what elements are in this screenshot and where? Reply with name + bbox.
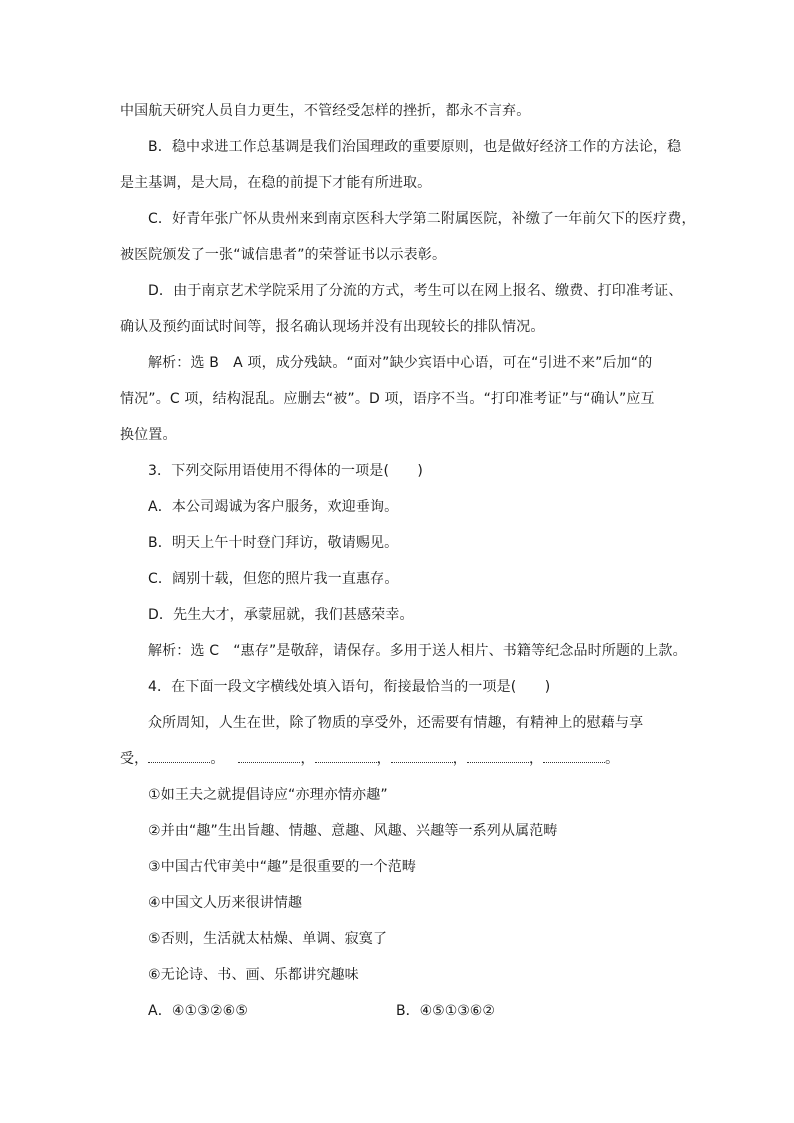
option-d-line: D．由于南京艺术学院采用了分流的方式，考生可以在网上报名、缴费、打印准考证、 [148, 283, 683, 299]
period-mark: 。 [210, 751, 225, 767]
blank-2 [238, 750, 300, 763]
sentence-2: ②并由“趣”生出旨趣、情趣、意趣、风趣、兴趣等一系列从属范畴 [148, 823, 558, 839]
passage-line: 众所周知，人生在世，除了物质的享受外，还需要有情趣，有精神上的慰藉与享 [148, 715, 644, 731]
text-line: 中国航天研究人员自力更生，不管经受怎样的挫折，都永不言弃。 [120, 103, 531, 119]
comma-mark: ， [452, 751, 467, 767]
question-3: 3．下列交际用语使用不得体的一项是( ) [148, 463, 423, 479]
q4-answer-b: B．④⑤①③⑥② [396, 1003, 495, 1019]
blanks-start: 受， [120, 751, 149, 767]
comma-mark: ， [376, 751, 391, 767]
blanks-line [120, 750, 680, 768]
q3-analysis: 解析：选 C “惠存”是敬辞，请保存。多用于送人相片、书籍等纪念品时所题的上款。 [148, 643, 687, 659]
blank-1 [148, 750, 210, 763]
analysis-line: 解析：选 B A 项，成分残缺。“面对”缺少宾语中心语，可在“引进不来”后加“的 [148, 355, 653, 371]
comma-mark: ， [528, 751, 544, 767]
comma-mark: ， [300, 751, 315, 767]
question-4: 4．在下面一段文字横线处填入语句，衔接最恰当的一项是( ) [148, 679, 551, 695]
q3-option-a: A．本公司竭诚为客户服务，欢迎垂询。 [148, 499, 399, 515]
q4-answer-a: A．④①③②⑥⑤ [148, 1003, 249, 1019]
sentence-3: ③中国古代审美中“趣”是很重要的一个范畴 [148, 859, 417, 875]
blank-6 [543, 750, 605, 763]
text-line: 换位置。 [120, 427, 177, 443]
sentence-1: ①如王夫之就提倡诗应“亦理亦情亦趣” [148, 787, 388, 803]
text-line: 情况”。C 项，结构混乱。应删去“被”。D 项，语序不当。“打印准考证”与“确认”应互 [120, 391, 655, 407]
text-line: 被医院颁发了一张“诚信患者”的荣誉证书以示表彰。 [120, 247, 447, 263]
option-b-line: B．稳中求进工作总基调是我们治国理政的重要原则，也是做好经济工作的方法论，稳 [148, 139, 682, 155]
sentence-4: ④中国文人历来很讲情趣 [148, 895, 303, 911]
q3-option-b: B．明天上午十时登门拜访，敬请赐见。 [148, 535, 399, 551]
sentence-6: ⑥无论诗、书、画、乐都讲究趣味 [148, 967, 359, 983]
sentence-5: ⑤否则，生活就太枯燥、单调、寂寞了 [148, 931, 388, 947]
text-line: 是主基调，是大局，在稳的前提下才能有所进取。 [120, 175, 432, 191]
text-line: 确认及预约面试时间等，报名确认现场并没有出现较长的排队情况。 [120, 319, 545, 335]
option-c-line: C．好青年张广怀从贵州来到南京医科大学第二附属医院，补缴了一年前欠下的医疗费， [148, 211, 696, 227]
q3-option-d: D．先生大才，承蒙屈就，我们甚感荣幸。 [148, 607, 414, 623]
period-mark: 。 [605, 751, 620, 767]
blank-5 [467, 750, 529, 763]
blank-4 [391, 750, 453, 763]
blank-3 [315, 750, 377, 763]
q3-option-c: C．阔别十载，但您的照片我一直惠存。 [148, 571, 399, 587]
